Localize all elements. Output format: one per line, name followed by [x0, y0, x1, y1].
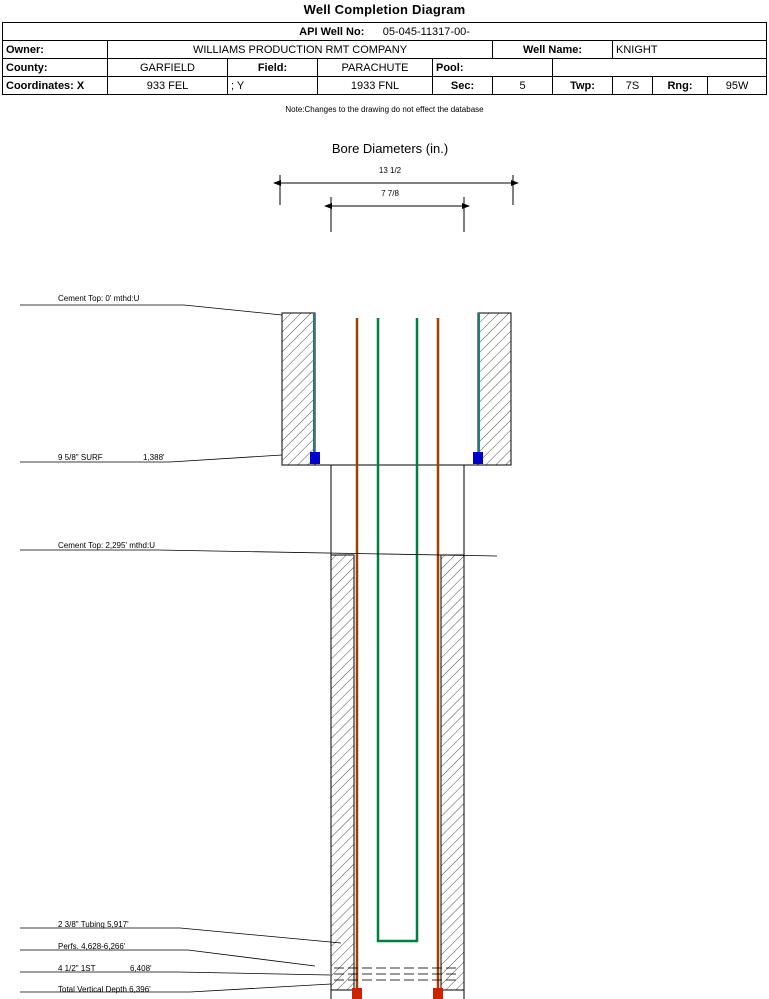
annotation-tvd: Total Vertical Depth 6,396' [58, 985, 151, 994]
coordinates-x-value: 933 FEL [108, 77, 228, 95]
coordinates-y-label: ; Y [228, 77, 318, 95]
bore-diameters-title: Bore Diameters (in.) [331, 141, 449, 156]
inner-string [378, 318, 417, 941]
annotation-production-casing: 4 1/2" 1ST [58, 964, 96, 973]
annotation-perfs: Perfs. 4,628-6,266' [58, 942, 126, 951]
well-name-value: KNIGHT [613, 41, 767, 59]
api-value: 05-045-11317-00- [382, 25, 470, 38]
twp-value: 7S [613, 77, 653, 95]
county-value: GARFIELD [108, 59, 228, 77]
surface-casing-annulus-right [478, 313, 511, 465]
owner-label: Owner: [3, 41, 108, 59]
owner-value: WILLIAMS PRODUCTION RMT COMPANY [108, 41, 493, 59]
well-name-label: Well Name: [493, 41, 613, 59]
database-note: Note:Changes to the drawing do not effect the database [285, 105, 484, 114]
sec-label: Sec: [433, 77, 493, 95]
annotation-tubing: 2 3/8" Tubing 5,917' [58, 920, 129, 929]
coordinates-y-value: 1933 FNL [318, 77, 433, 95]
surface-shoe-left [310, 452, 320, 464]
rng-value: 95W [708, 77, 767, 95]
annotation-cement-top-surface: Cement Top: 0' mthd:U [58, 294, 140, 303]
twp-label: Twp: [553, 77, 613, 95]
annotation-surface-casing-depth: 1,388' [143, 453, 165, 462]
open-hole-walls [282, 465, 511, 999]
annotation-cement-top-production: Cement Top: 2,295' mthd:U [58, 541, 155, 550]
production-casing-cement-left [331, 555, 354, 990]
dimension-outer [280, 175, 513, 205]
county-label: County: [3, 59, 108, 77]
surface-shoe-right [473, 452, 483, 464]
surface-casing-annulus-left [282, 313, 315, 465]
field-value: PARACHUTE [318, 59, 433, 77]
api-label: API Well No: [299, 25, 365, 38]
sec-value: 5 [493, 77, 553, 95]
leader-lines [20, 305, 497, 992]
bottom-plug-right [433, 988, 443, 999]
dimension-label-inner: 7 7/8 [381, 189, 399, 198]
annotation-surface-casing: 9 5/8" SURF [58, 453, 103, 462]
rng-label: Rng: [653, 77, 708, 95]
annotation-production-casing-depth: 6,408' [130, 964, 152, 973]
dimension-inner [331, 197, 464, 232]
pool-label: Pool: [433, 59, 553, 77]
field-label: Field: [228, 59, 318, 77]
bottom-plug-left [352, 988, 362, 999]
production-casing-cement-right [441, 555, 464, 990]
coordinates-label: Coordinates: X [3, 77, 108, 95]
dimension-label-outer: 13 1/2 [378, 166, 402, 175]
page-title: Well Completion Diagram [303, 2, 466, 17]
